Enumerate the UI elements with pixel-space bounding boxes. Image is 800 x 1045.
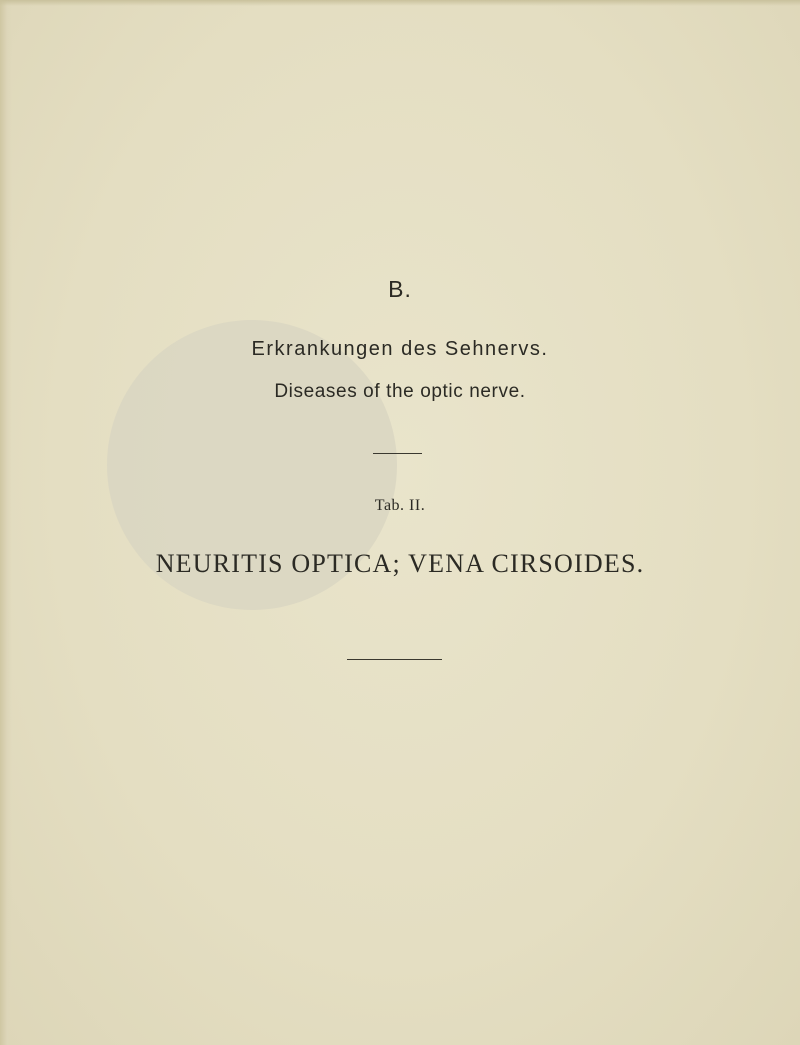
divider-short bbox=[373, 453, 422, 454]
section-letter: B. bbox=[388, 276, 412, 302]
section-title-german: Erkrankungen des Sehnervs. bbox=[251, 338, 549, 360]
section-title-english: Diseases of the optic nerve. bbox=[274, 381, 526, 402]
plate-number: Tab. II. bbox=[374, 497, 426, 514]
divider-long bbox=[347, 659, 442, 660]
page-top-edge bbox=[0, 0, 800, 6]
page-left-edge bbox=[0, 0, 12, 1045]
plate-title: NEURITIS OPTICA; VENA CIRSOIDES. bbox=[155, 549, 645, 578]
